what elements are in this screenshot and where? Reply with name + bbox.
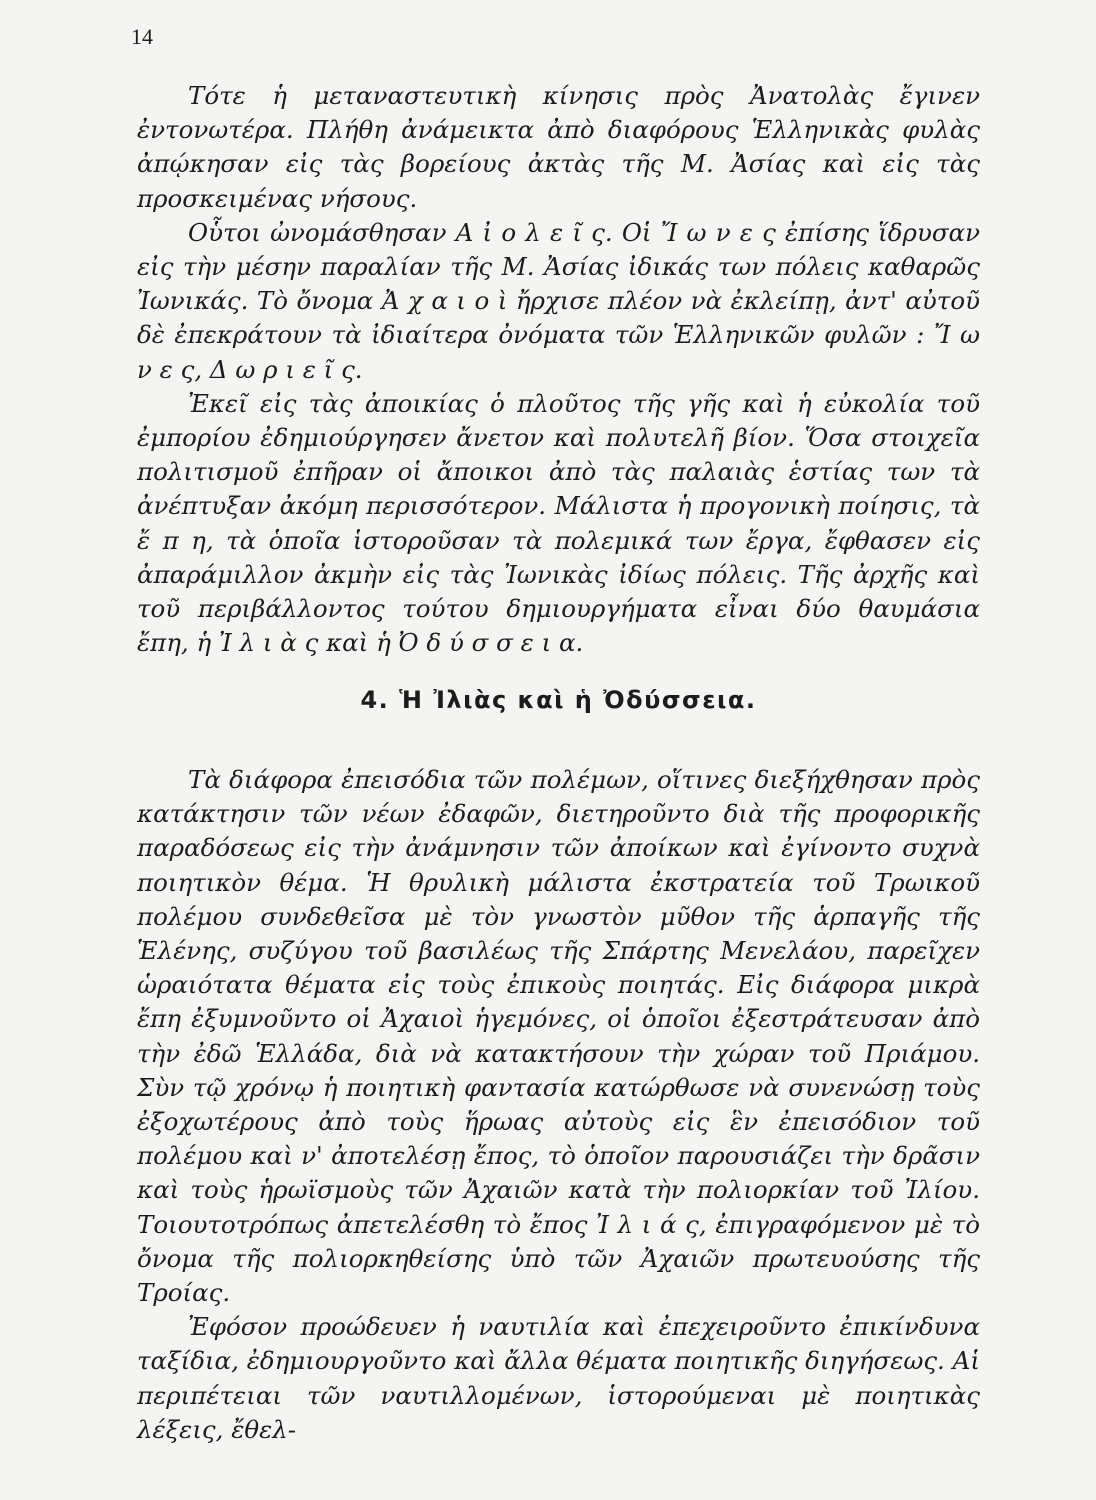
paragraph: Τὰ διάφορα ἐπεισόδια τῶν πολέμων, οἵτινες διεξήχθησαν πρὸς κατάκτησιν τῶν νέων ἐδαφῶν, διετηροῦντο διὰ τῆς προφορικῆς παραδόσεως εἰς τὴν ἀνάμνησιν τῶν ἀποίκων καὶ ἐγίνοντο συχνὰ ποιητικὸν θέμα. Ἡ θρυλικὴ μάλιστα ἐκστρατεία τοῦ Τρωικοῦ πολέμου συνδεθεῖσα μὲ τὸν γνωστὸν μῦθον τῆς ἁρπαγῆς τῆς Ἑλένης, συζύγου τοῦ βασιλέως τῆς Σπάρτης Μενελάου, παρεῖχεν ὡραιότατα θέματα εἰς τοὺς ἐπικοὺς ποιητάς. Εἰς διάφορα μικρὰ ἔπη ἐξυμνοῦντο οἱ Ἀχαιοὶ ἡγεμόνες, οἱ ὁποῖοι ἐξεστράτευσαν ἀπὸ τὴν ἐδῶ Ἑλλάδα, διὰ νὰ κατακτήσουν τὴν χώραν τοῦ Πριάμου. Σὺν τῷ χρόνῳ ἡ ποιητικὴ φαντασία κατώρθωσε νὰ συνενώσῃ τοὺς ἐξοχωτέρους ἀπὸ τοὺς ἥρωας αὐτοὺς εἰς ἓν ἐπεισόδιον τοῦ πολέμου καὶ ν' ἀποτελέσῃ ἔπος, τὸ ὁποῖον παρουσιάζει τὴν δρᾶσιν καὶ τοὺς ἡρωϊσμοὺς τῶν Ἀχαιῶν κατὰ τὴν πολιορκίαν τοῦ Ἰλίου. Τοιουτοτρόπως ἀπετελέσθη τὸ ἔπος Ἰ λ ι ά ς, ἐπιγραφόμενον μὲ τὸ ὄνομα τῆς πολιορκηθείσης ὑπὸ τῶν Ἀχαιῶν πρωτευούσης τῆς Τροίας. (137, 765, 980, 1308)
paragraph: Ἐφόσον προώδευεν ἡ ναυτιλία καὶ ἐπεχειροῦντο ἐπικίνδυνα ταξίδια, ἐδημιουργοῦντο καὶ ἄλλα θέματα ποιητικῆς διηγήσεως. Αἱ περιπέτειαι τῶν ναυτιλλομένων, ἱστορούμεναι μὲ ποιητικὰς λέξεις, ἔθελ- (137, 1312, 980, 1444)
section-heading: 4. Ἡ Ἰλιὰς καὶ ἡ Ὀδύσσεια. (360, 686, 757, 714)
paragraph: Τότε ἡ μεταναστευτικὴ κίνησις πρὸς Ἀνατολὰς ἔγινεν ἐντονωτέρα. Πλήθη ἀνάμεικτα ἀπὸ διαφόρους Ἑλληνικὰς φυλὰς ἀπῴκησαν εἰς τὰς βορείους ἀκτὰς τῆς Μ. Ἀσίας καὶ εἰς τὰς προσκειμένας νήσους. (137, 81, 980, 213)
paragraph: Οὗτοι ὠνομάσθησαν Α ἰ ο λ ε ῖ ς. Οἱ Ἴ ω ν ε ς ἐπίσης ἵδρυσαν εἰς τὴν μέσην παραλίαν τῆς Μ. Ἀσίας ἰδικάς των πόλεις καθαρῶς Ἰωνικάς. Τὸ ὄνομα Ἀ χ α ι ο ὶ ἤρχισε πλέον νὰ ἐκλείπῃ, ἀντ' αὐτοῦ δὲ ἐπεκράτουν τὰ ἰδιαίτερα ὀνόματα τῶν Ἑλληνικῶν φυλῶν : Ἴ ω ν ε ς, Δ ω ρ ι ε ῖ ς. (137, 217, 980, 384)
paragraph: Ἐκεῖ εἰς τὰς ἀποικίας ὁ πλοῦτος τῆς γῆς καὶ ἡ εὐκολία τοῦ ἐμπορίου ἐδημιούργησεν ἄνετον καὶ πολυτελῆ βίον. Ὅσα στοιχεῖα πολιτισμοῦ ἐπῆραν οἱ ἄποικοι ἀπὸ τὰς παλαιὰς ἑστίας των τὰ ἀνέπτυξαν ἀκόμη περισσότερον. Μάλιστα ἡ προγονικὴ ποίησις, τὰ ἔ π η, τὰ ὁποῖα ἱστοροῦσαν τὰ πολεμικά των ἔργα, ἔφθασεν εἰς ἀπαράμιλλον ἀκμὴν εἰς τὰς Ἰωνικὰς ἰδίως πόλεις. Τῆς ἀρχῆς καὶ τοῦ περιβάλλοντος τούτου δημιουργήματα εἶναι δύο θαυμάσια ἔπη, ἡ Ἰ λ ι ὰ ς καὶ ἡ Ὀ δ ύ σ σ ε ι α. (137, 388, 980, 658)
section-iliad-odyssey-text (137, 763, 980, 1447)
section-colonization-text (137, 79, 980, 660)
page-number: 14 (131, 24, 153, 49)
